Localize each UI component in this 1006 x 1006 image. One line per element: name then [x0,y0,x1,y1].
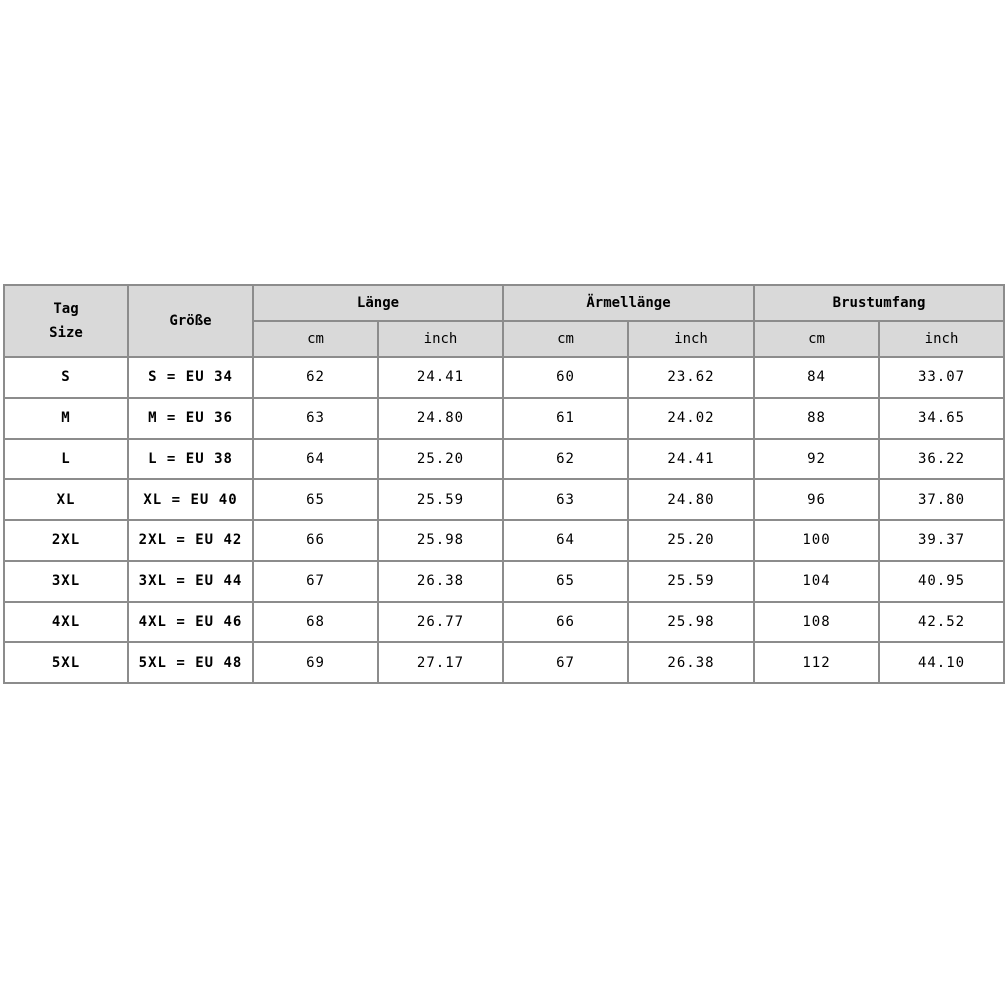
cell-aermellaenge-cm: 64 [503,520,628,561]
cell-brustumfang-cm: 92 [754,439,879,480]
cell-groesse: 2XL = EU 42 [128,520,253,561]
table-row [4,357,1004,398]
cell-groesse: 4XL = EU 46 [128,602,253,643]
cell-brustumfang-cm: 96 [754,479,879,520]
unit-brustumfang-cm: cm [754,321,879,357]
header-row-groups [4,285,1004,321]
table-row [4,602,1004,643]
cell-aermellaenge-cm: 60 [503,357,628,398]
table-header [4,285,1004,357]
cell-tag-size: S [4,357,128,398]
unit-laenge-cm: cm [253,321,378,357]
header-size-label: Size [49,325,83,341]
cell-groesse: L = EU 38 [128,439,253,480]
cell-laenge-cm: 63 [253,398,378,439]
cell-aermellaenge-cm: 62 [503,439,628,480]
header-aermellaenge: Ärmellänge [503,285,754,321]
cell-aermellaenge-inch: 25.59 [628,561,754,602]
table-row [4,479,1004,520]
cell-groesse: 3XL = EU 44 [128,561,253,602]
cell-aermellaenge-inch: 26.38 [628,642,754,683]
cell-aermellaenge-cm: 63 [503,479,628,520]
table-row [4,642,1004,683]
cell-laenge-cm: 67 [253,561,378,602]
size-chart-table [3,284,1005,684]
cell-aermellaenge-cm: 65 [503,561,628,602]
cell-brustumfang-inch: 37.80 [879,479,1004,520]
cell-aermellaenge-inch: 25.98 [628,602,754,643]
cell-aermellaenge-cm: 61 [503,398,628,439]
cell-brustumfang-cm: 100 [754,520,879,561]
cell-laenge-inch: 26.38 [378,561,503,602]
cell-aermellaenge-inch: 24.02 [628,398,754,439]
cell-laenge-inch: 25.20 [378,439,503,480]
cell-groesse: S = EU 34 [128,357,253,398]
cell-brustumfang-cm: 84 [754,357,879,398]
cell-aermellaenge-inch: 25.20 [628,520,754,561]
cell-groesse: XL = EU 40 [128,479,253,520]
cell-brustumfang-cm: 104 [754,561,879,602]
unit-aermellaenge-cm: cm [503,321,628,357]
cell-tag-size: 5XL [4,642,128,683]
unit-aermellaenge-inch: inch [628,321,754,357]
header-tag-label: Tag [53,301,79,317]
header-tag-size [4,285,128,357]
cell-aermellaenge-inch: 23.62 [628,357,754,398]
cell-laenge-inch: 27.17 [378,642,503,683]
header-brustumfang: Brustumfang [754,285,1004,321]
cell-laenge-cm: 64 [253,439,378,480]
cell-brustumfang-inch: 39.37 [879,520,1004,561]
cell-tag-size: M [4,398,128,439]
cell-laenge-inch: 25.98 [378,520,503,561]
cell-tag-size: 2XL [4,520,128,561]
cell-groesse: 5XL = EU 48 [128,642,253,683]
cell-aermellaenge-inch: 24.80 [628,479,754,520]
cell-aermellaenge-cm: 67 [503,642,628,683]
cell-groesse: M = EU 36 [128,398,253,439]
cell-laenge-cm: 66 [253,520,378,561]
cell-aermellaenge-inch: 24.41 [628,439,754,480]
cell-laenge-cm: 69 [253,642,378,683]
cell-brustumfang-inch: 36.22 [879,439,1004,480]
cell-brustumfang-inch: 33.07 [879,357,1004,398]
table-row [4,561,1004,602]
cell-brustumfang-cm: 112 [754,642,879,683]
cell-laenge-inch: 24.80 [378,398,503,439]
cell-brustumfang-cm: 88 [754,398,879,439]
cell-brustumfang-inch: 44.10 [879,642,1004,683]
cell-laenge-inch: 25.59 [378,479,503,520]
cell-aermellaenge-cm: 66 [503,602,628,643]
cell-tag-size: L [4,439,128,480]
cell-brustumfang-inch: 40.95 [879,561,1004,602]
cell-laenge-inch: 24.41 [378,357,503,398]
unit-laenge-inch: inch [378,321,503,357]
cell-tag-size: XL [4,479,128,520]
unit-brustumfang-inch: inch [879,321,1004,357]
table-row [4,439,1004,480]
header-laenge: Länge [253,285,503,321]
table-row [4,398,1004,439]
cell-brustumfang-inch: 42.52 [879,602,1004,643]
cell-laenge-inch: 26.77 [378,602,503,643]
table-body [4,357,1004,683]
cell-brustumfang-cm: 108 [754,602,879,643]
cell-laenge-cm: 65 [253,479,378,520]
cell-tag-size: 4XL [4,602,128,643]
cell-laenge-cm: 68 [253,602,378,643]
table-row [4,520,1004,561]
cell-brustumfang-inch: 34.65 [879,398,1004,439]
cell-tag-size: 3XL [4,561,128,602]
header-groesse: Größe [128,285,253,357]
cell-laenge-cm: 62 [253,357,378,398]
